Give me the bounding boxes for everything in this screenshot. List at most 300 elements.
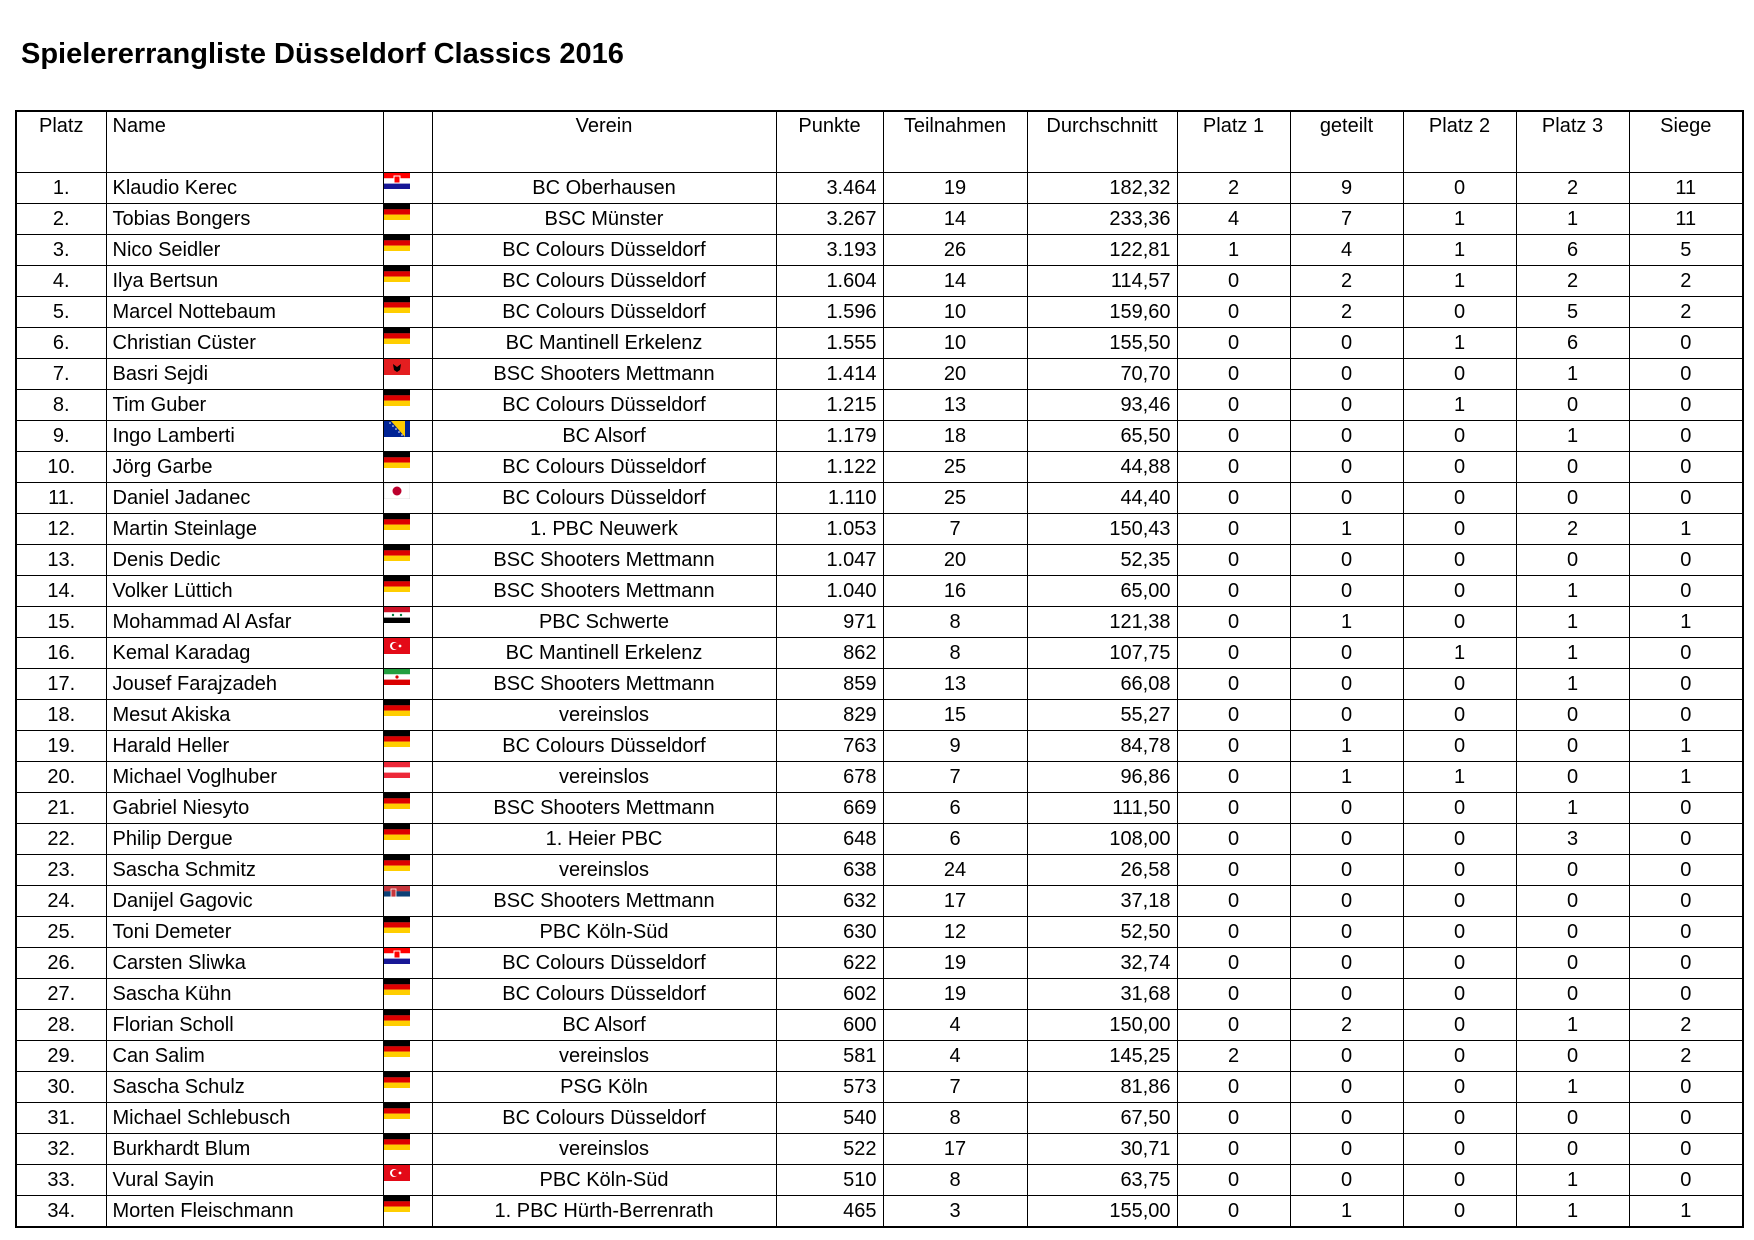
platz2-cell: 0 bbox=[1403, 1165, 1516, 1196]
verein-cell: BSC Shooters Mettmann bbox=[432, 669, 776, 700]
name-cell: Jörg Garbe bbox=[106, 452, 383, 483]
header-name: Name bbox=[106, 111, 383, 173]
platz2-cell: 0 bbox=[1403, 731, 1516, 762]
siege-cell: 0 bbox=[1629, 452, 1743, 483]
platz1-cell: 0 bbox=[1177, 545, 1290, 576]
verein-cell: vereinslos bbox=[432, 700, 776, 731]
table-row bbox=[16, 886, 1743, 917]
flag-cell bbox=[383, 266, 432, 297]
flag-cell bbox=[383, 297, 432, 328]
durchschnitt-cell: 155,50 bbox=[1027, 328, 1177, 359]
platz3-cell: 1 bbox=[1516, 1165, 1629, 1196]
platz3-cell: 2 bbox=[1516, 514, 1629, 545]
durchschnitt-cell: 233,36 bbox=[1027, 204, 1177, 235]
table-row bbox=[16, 824, 1743, 855]
teilnahmen-cell: 16 bbox=[883, 576, 1027, 607]
name-cell: Michael Schlebusch bbox=[106, 1103, 383, 1134]
platz2-cell: 0 bbox=[1403, 359, 1516, 390]
punkte-cell: 630 bbox=[776, 917, 883, 948]
table-row bbox=[16, 1134, 1743, 1165]
platz2-cell: 1 bbox=[1403, 204, 1516, 235]
punkte-cell: 763 bbox=[776, 731, 883, 762]
punkte-cell: 669 bbox=[776, 793, 883, 824]
geteilt-cell: 2 bbox=[1290, 297, 1403, 328]
siege-cell: 1 bbox=[1629, 1196, 1743, 1228]
geteilt-cell: 2 bbox=[1290, 1010, 1403, 1041]
table-row bbox=[16, 638, 1743, 669]
header-durchschnitt: Durchschnitt bbox=[1027, 111, 1177, 173]
platz2-cell: 0 bbox=[1403, 917, 1516, 948]
flag-syria-icon bbox=[384, 607, 410, 623]
flag-germany-icon bbox=[384, 297, 410, 313]
table-row bbox=[16, 328, 1743, 359]
flag-cell bbox=[383, 514, 432, 545]
punkte-cell: 859 bbox=[776, 669, 883, 700]
durchschnitt-cell: 159,60 bbox=[1027, 297, 1177, 328]
flag-cell bbox=[383, 1010, 432, 1041]
punkte-cell: 1.555 bbox=[776, 328, 883, 359]
geteilt-cell: 0 bbox=[1290, 700, 1403, 731]
platz2-cell: 0 bbox=[1403, 173, 1516, 204]
table-row bbox=[16, 390, 1743, 421]
teilnahmen-cell: 17 bbox=[883, 886, 1027, 917]
verein-cell: 1. PBC Neuwerk bbox=[432, 514, 776, 545]
geteilt-cell: 0 bbox=[1290, 917, 1403, 948]
durchschnitt-cell: 65,00 bbox=[1027, 576, 1177, 607]
platz1-cell: 0 bbox=[1177, 1165, 1290, 1196]
punkte-cell: 622 bbox=[776, 948, 883, 979]
geteilt-cell: 0 bbox=[1290, 1103, 1403, 1134]
platz-cell: 25. bbox=[16, 917, 106, 948]
teilnahmen-cell: 8 bbox=[883, 607, 1027, 638]
table-row bbox=[16, 979, 1743, 1010]
platz2-cell: 1 bbox=[1403, 235, 1516, 266]
name-cell: Danijel Gagovic bbox=[106, 886, 383, 917]
geteilt-cell: 0 bbox=[1290, 638, 1403, 669]
durchschnitt-cell: 81,86 bbox=[1027, 1072, 1177, 1103]
platz2-cell: 1 bbox=[1403, 638, 1516, 669]
platz1-cell: 2 bbox=[1177, 173, 1290, 204]
punkte-cell: 971 bbox=[776, 607, 883, 638]
geteilt-cell: 0 bbox=[1290, 545, 1403, 576]
flag-japan-icon bbox=[384, 483, 410, 499]
siege-cell: 11 bbox=[1629, 173, 1743, 204]
flag-cell bbox=[383, 235, 432, 266]
platz2-cell: 1 bbox=[1403, 266, 1516, 297]
flag-germany-icon bbox=[384, 328, 410, 344]
teilnahmen-cell: 4 bbox=[883, 1041, 1027, 1072]
flag-germany-icon bbox=[384, 731, 410, 747]
platz2-cell: 1 bbox=[1403, 762, 1516, 793]
platz2-cell: 0 bbox=[1403, 483, 1516, 514]
punkte-cell: 600 bbox=[776, 1010, 883, 1041]
siege-cell: 0 bbox=[1629, 328, 1743, 359]
platz-cell: 19. bbox=[16, 731, 106, 762]
flag-cell bbox=[383, 359, 432, 390]
geteilt-cell: 0 bbox=[1290, 824, 1403, 855]
header-platz2: Platz 2 bbox=[1403, 111, 1516, 173]
platz3-cell: 3 bbox=[1516, 824, 1629, 855]
siege-cell: 0 bbox=[1629, 1134, 1743, 1165]
name-cell: Kemal Karadag bbox=[106, 638, 383, 669]
platz2-cell: 0 bbox=[1403, 979, 1516, 1010]
platz-cell: 23. bbox=[16, 855, 106, 886]
verein-cell: BC Colours Düsseldorf bbox=[432, 297, 776, 328]
flag-cell bbox=[383, 948, 432, 979]
name-cell: Denis Dedic bbox=[106, 545, 383, 576]
table-row bbox=[16, 1010, 1743, 1041]
flag-albania-icon bbox=[384, 359, 410, 375]
flag-germany-icon bbox=[384, 235, 410, 251]
table-row bbox=[16, 204, 1743, 235]
flag-cell bbox=[383, 979, 432, 1010]
teilnahmen-cell: 19 bbox=[883, 173, 1027, 204]
verein-cell: BC Mantinell Erkelenz bbox=[432, 328, 776, 359]
verein-cell: BSC Shooters Mettmann bbox=[432, 793, 776, 824]
teilnahmen-cell: 15 bbox=[883, 700, 1027, 731]
flag-germany-icon bbox=[384, 204, 410, 220]
siege-cell: 0 bbox=[1629, 1072, 1743, 1103]
name-cell: Gabriel Niesyto bbox=[106, 793, 383, 824]
siege-cell: 0 bbox=[1629, 1165, 1743, 1196]
platz2-cell: 1 bbox=[1403, 328, 1516, 359]
flag-iran-icon bbox=[384, 669, 410, 685]
teilnahmen-cell: 8 bbox=[883, 1103, 1027, 1134]
flag-germany-icon bbox=[384, 979, 410, 995]
punkte-cell: 581 bbox=[776, 1041, 883, 1072]
platz3-cell: 1 bbox=[1516, 204, 1629, 235]
platz3-cell: 2 bbox=[1516, 173, 1629, 204]
teilnahmen-cell: 17 bbox=[883, 1134, 1027, 1165]
teilnahmen-cell: 18 bbox=[883, 421, 1027, 452]
platz2-cell: 0 bbox=[1403, 545, 1516, 576]
table-row bbox=[16, 669, 1743, 700]
verein-cell: BSC Shooters Mettmann bbox=[432, 545, 776, 576]
flag-cell bbox=[383, 762, 432, 793]
platz1-cell: 0 bbox=[1177, 576, 1290, 607]
siege-cell: 0 bbox=[1629, 948, 1743, 979]
geteilt-cell: 0 bbox=[1290, 359, 1403, 390]
platz1-cell: 0 bbox=[1177, 793, 1290, 824]
name-cell: Philip Dergue bbox=[106, 824, 383, 855]
verein-cell: PBC Schwerte bbox=[432, 607, 776, 638]
durchschnitt-cell: 52,35 bbox=[1027, 545, 1177, 576]
durchschnitt-cell: 37,18 bbox=[1027, 886, 1177, 917]
name-cell: Vural Sayin bbox=[106, 1165, 383, 1196]
punkte-cell: 1.179 bbox=[776, 421, 883, 452]
name-cell: Christian Cüster bbox=[106, 328, 383, 359]
platz3-cell: 0 bbox=[1516, 731, 1629, 762]
platz-cell: 20. bbox=[16, 762, 106, 793]
platz1-cell: 0 bbox=[1177, 762, 1290, 793]
platz-cell: 31. bbox=[16, 1103, 106, 1134]
punkte-cell: 1.110 bbox=[776, 483, 883, 514]
durchschnitt-cell: 44,40 bbox=[1027, 483, 1177, 514]
durchschnitt-cell: 122,81 bbox=[1027, 235, 1177, 266]
header-verein: Verein bbox=[432, 111, 776, 173]
durchschnitt-cell: 52,50 bbox=[1027, 917, 1177, 948]
flag-cell bbox=[383, 173, 432, 204]
geteilt-cell: 0 bbox=[1290, 855, 1403, 886]
durchschnitt-cell: 31,68 bbox=[1027, 979, 1177, 1010]
platz1-cell: 0 bbox=[1177, 948, 1290, 979]
table-row bbox=[16, 700, 1743, 731]
platz-cell: 9. bbox=[16, 421, 106, 452]
teilnahmen-cell: 7 bbox=[883, 514, 1027, 545]
durchschnitt-cell: 84,78 bbox=[1027, 731, 1177, 762]
flag-cell bbox=[383, 793, 432, 824]
table-row bbox=[16, 452, 1743, 483]
flag-germany-icon bbox=[384, 545, 410, 561]
flag-cell bbox=[383, 917, 432, 948]
platz3-cell: 1 bbox=[1516, 607, 1629, 638]
verein-cell: BSC Münster bbox=[432, 204, 776, 235]
durchschnitt-cell: 32,74 bbox=[1027, 948, 1177, 979]
flag-germany-icon bbox=[384, 917, 410, 933]
teilnahmen-cell: 10 bbox=[883, 297, 1027, 328]
punkte-cell: 1.047 bbox=[776, 545, 883, 576]
platz3-cell: 5 bbox=[1516, 297, 1629, 328]
siege-cell: 0 bbox=[1629, 669, 1743, 700]
platz1-cell: 0 bbox=[1177, 421, 1290, 452]
siege-cell: 1 bbox=[1629, 762, 1743, 793]
punkte-cell: 602 bbox=[776, 979, 883, 1010]
teilnahmen-cell: 25 bbox=[883, 483, 1027, 514]
verein-cell: BC Alsorf bbox=[432, 421, 776, 452]
platz1-cell: 0 bbox=[1177, 1196, 1290, 1228]
name-cell: Basri Sejdi bbox=[106, 359, 383, 390]
teilnahmen-cell: 20 bbox=[883, 545, 1027, 576]
teilnahmen-cell: 13 bbox=[883, 390, 1027, 421]
durchschnitt-cell: 44,88 bbox=[1027, 452, 1177, 483]
platz3-cell: 0 bbox=[1516, 1041, 1629, 1072]
verein-cell: BC Colours Düsseldorf bbox=[432, 452, 776, 483]
flag-cell bbox=[383, 483, 432, 514]
flag-cell bbox=[383, 328, 432, 359]
teilnahmen-cell: 13 bbox=[883, 669, 1027, 700]
flag-cell bbox=[383, 700, 432, 731]
flag-germany-icon bbox=[384, 700, 410, 716]
durchschnitt-cell: 93,46 bbox=[1027, 390, 1177, 421]
platz3-cell: 0 bbox=[1516, 948, 1629, 979]
geteilt-cell: 2 bbox=[1290, 266, 1403, 297]
platz3-cell: 0 bbox=[1516, 483, 1629, 514]
verein-cell: BC Oberhausen bbox=[432, 173, 776, 204]
platz2-cell: 0 bbox=[1403, 297, 1516, 328]
geteilt-cell: 1 bbox=[1290, 1196, 1403, 1228]
geteilt-cell: 0 bbox=[1290, 793, 1403, 824]
siege-cell: 0 bbox=[1629, 700, 1743, 731]
name-cell: Can Salim bbox=[106, 1041, 383, 1072]
flag-germany-icon bbox=[384, 1010, 410, 1026]
platz1-cell: 0 bbox=[1177, 452, 1290, 483]
platz1-cell: 0 bbox=[1177, 266, 1290, 297]
platz1-cell: 0 bbox=[1177, 638, 1290, 669]
siege-cell: 2 bbox=[1629, 266, 1743, 297]
platz3-cell: 0 bbox=[1516, 545, 1629, 576]
table-row bbox=[16, 1041, 1743, 1072]
durchschnitt-cell: 108,00 bbox=[1027, 824, 1177, 855]
header-siege: Siege bbox=[1629, 111, 1743, 173]
punkte-cell: 1.122 bbox=[776, 452, 883, 483]
platz3-cell: 1 bbox=[1516, 576, 1629, 607]
siege-cell: 2 bbox=[1629, 1041, 1743, 1072]
punkte-cell: 678 bbox=[776, 762, 883, 793]
flag-germany-icon bbox=[384, 576, 410, 592]
siege-cell: 0 bbox=[1629, 638, 1743, 669]
flag-cell bbox=[383, 1165, 432, 1196]
platz-cell: 30. bbox=[16, 1072, 106, 1103]
durchschnitt-cell: 145,25 bbox=[1027, 1041, 1177, 1072]
siege-cell: 1 bbox=[1629, 607, 1743, 638]
table-row bbox=[16, 1165, 1743, 1196]
platz2-cell: 0 bbox=[1403, 700, 1516, 731]
durchschnitt-cell: 26,58 bbox=[1027, 855, 1177, 886]
platz-cell: 12. bbox=[16, 514, 106, 545]
platz3-cell: 0 bbox=[1516, 886, 1629, 917]
platz2-cell: 0 bbox=[1403, 824, 1516, 855]
teilnahmen-cell: 20 bbox=[883, 359, 1027, 390]
verein-cell: vereinslos bbox=[432, 1134, 776, 1165]
durchschnitt-cell: 65,50 bbox=[1027, 421, 1177, 452]
platz3-cell: 2 bbox=[1516, 266, 1629, 297]
platz-cell: 6. bbox=[16, 328, 106, 359]
platz2-cell: 0 bbox=[1403, 1072, 1516, 1103]
teilnahmen-cell: 3 bbox=[883, 1196, 1027, 1228]
platz-cell: 26. bbox=[16, 948, 106, 979]
geteilt-cell: 0 bbox=[1290, 576, 1403, 607]
platz3-cell: 1 bbox=[1516, 1196, 1629, 1228]
platz-cell: 16. bbox=[16, 638, 106, 669]
platz-cell: 11. bbox=[16, 483, 106, 514]
table-row bbox=[16, 793, 1743, 824]
flag-cell bbox=[383, 1041, 432, 1072]
table-header-row bbox=[16, 111, 1743, 173]
platz2-cell: 0 bbox=[1403, 1103, 1516, 1134]
verein-cell: BC Colours Düsseldorf bbox=[432, 390, 776, 421]
table-row bbox=[16, 917, 1743, 948]
geteilt-cell: 0 bbox=[1290, 1041, 1403, 1072]
table-row bbox=[16, 514, 1743, 545]
durchschnitt-cell: 150,00 bbox=[1027, 1010, 1177, 1041]
verein-cell: PSG Köln bbox=[432, 1072, 776, 1103]
verein-cell: BSC Shooters Mettmann bbox=[432, 576, 776, 607]
platz2-cell: 1 bbox=[1403, 390, 1516, 421]
name-cell: Florian Scholl bbox=[106, 1010, 383, 1041]
teilnahmen-cell: 26 bbox=[883, 235, 1027, 266]
flag-germany-icon bbox=[384, 855, 410, 871]
flag-cell bbox=[383, 1196, 432, 1228]
teilnahmen-cell: 10 bbox=[883, 328, 1027, 359]
platz2-cell: 0 bbox=[1403, 576, 1516, 607]
header-platz: Platz bbox=[16, 111, 106, 173]
verein-cell: BSC Shooters Mettmann bbox=[432, 359, 776, 390]
platz1-cell: 0 bbox=[1177, 514, 1290, 545]
platz-cell: 29. bbox=[16, 1041, 106, 1072]
platz1-cell: 0 bbox=[1177, 483, 1290, 514]
header-geteilt: geteilt bbox=[1290, 111, 1403, 173]
teilnahmen-cell: 8 bbox=[883, 1165, 1027, 1196]
punkte-cell: 3.193 bbox=[776, 235, 883, 266]
siege-cell: 0 bbox=[1629, 576, 1743, 607]
geteilt-cell: 0 bbox=[1290, 328, 1403, 359]
platz-cell: 13. bbox=[16, 545, 106, 576]
flag-germany-icon bbox=[384, 824, 410, 840]
flag-austria-icon bbox=[384, 762, 410, 778]
verein-cell: PBC Köln-Süd bbox=[432, 1165, 776, 1196]
teilnahmen-cell: 7 bbox=[883, 762, 1027, 793]
name-cell: Morten Fleischmann bbox=[106, 1196, 383, 1228]
platz-cell: 22. bbox=[16, 824, 106, 855]
flag-bosnia-icon bbox=[384, 421, 410, 437]
teilnahmen-cell: 6 bbox=[883, 793, 1027, 824]
durchschnitt-cell: 107,75 bbox=[1027, 638, 1177, 669]
teilnahmen-cell: 12 bbox=[883, 917, 1027, 948]
punkte-cell: 1.604 bbox=[776, 266, 883, 297]
teilnahmen-cell: 7 bbox=[883, 1072, 1027, 1103]
flag-cell bbox=[383, 669, 432, 700]
platz2-cell: 0 bbox=[1403, 421, 1516, 452]
name-cell: Sascha Schulz bbox=[106, 1072, 383, 1103]
platz3-cell: 1 bbox=[1516, 669, 1629, 700]
name-cell: Sascha Schmitz bbox=[106, 855, 383, 886]
punkte-cell: 465 bbox=[776, 1196, 883, 1228]
verein-cell: BC Colours Düsseldorf bbox=[432, 731, 776, 762]
platz-cell: 17. bbox=[16, 669, 106, 700]
platz3-cell: 1 bbox=[1516, 793, 1629, 824]
platz3-cell: 1 bbox=[1516, 1010, 1629, 1041]
verein-cell: BC Alsorf bbox=[432, 1010, 776, 1041]
siege-cell: 0 bbox=[1629, 793, 1743, 824]
flag-cell bbox=[383, 886, 432, 917]
platz1-cell: 0 bbox=[1177, 1010, 1290, 1041]
name-cell: Burkhardt Blum bbox=[106, 1134, 383, 1165]
verein-cell: vereinslos bbox=[432, 762, 776, 793]
flag-germany-icon bbox=[384, 1103, 410, 1119]
platz1-cell: 2 bbox=[1177, 1041, 1290, 1072]
platz3-cell: 0 bbox=[1516, 917, 1629, 948]
geteilt-cell: 0 bbox=[1290, 1072, 1403, 1103]
platz1-cell: 0 bbox=[1177, 1072, 1290, 1103]
platz3-cell: 6 bbox=[1516, 328, 1629, 359]
flag-serbia-icon bbox=[384, 886, 410, 902]
table-row bbox=[16, 1196, 1743, 1228]
platz1-cell: 0 bbox=[1177, 979, 1290, 1010]
teilnahmen-cell: 25 bbox=[883, 452, 1027, 483]
durchschnitt-cell: 111,50 bbox=[1027, 793, 1177, 824]
punkte-cell: 1.414 bbox=[776, 359, 883, 390]
table-row bbox=[16, 576, 1743, 607]
flag-cell bbox=[383, 824, 432, 855]
platz3-cell: 1 bbox=[1516, 638, 1629, 669]
table-row bbox=[16, 1103, 1743, 1134]
durchschnitt-cell: 96,86 bbox=[1027, 762, 1177, 793]
platz-cell: 18. bbox=[16, 700, 106, 731]
flag-germany-icon bbox=[384, 452, 410, 468]
platz1-cell: 0 bbox=[1177, 855, 1290, 886]
flag-turkey-icon bbox=[384, 638, 410, 654]
platz2-cell: 0 bbox=[1403, 1134, 1516, 1165]
siege-cell: 0 bbox=[1629, 824, 1743, 855]
verein-cell: BSC Shooters Mettmann bbox=[432, 886, 776, 917]
platz-cell: 32. bbox=[16, 1134, 106, 1165]
siege-cell: 2 bbox=[1629, 297, 1743, 328]
platz3-cell: 0 bbox=[1516, 1103, 1629, 1134]
punkte-cell: 1.040 bbox=[776, 576, 883, 607]
durchschnitt-cell: 30,71 bbox=[1027, 1134, 1177, 1165]
punkte-cell: 1.596 bbox=[776, 297, 883, 328]
table-row bbox=[16, 483, 1743, 514]
